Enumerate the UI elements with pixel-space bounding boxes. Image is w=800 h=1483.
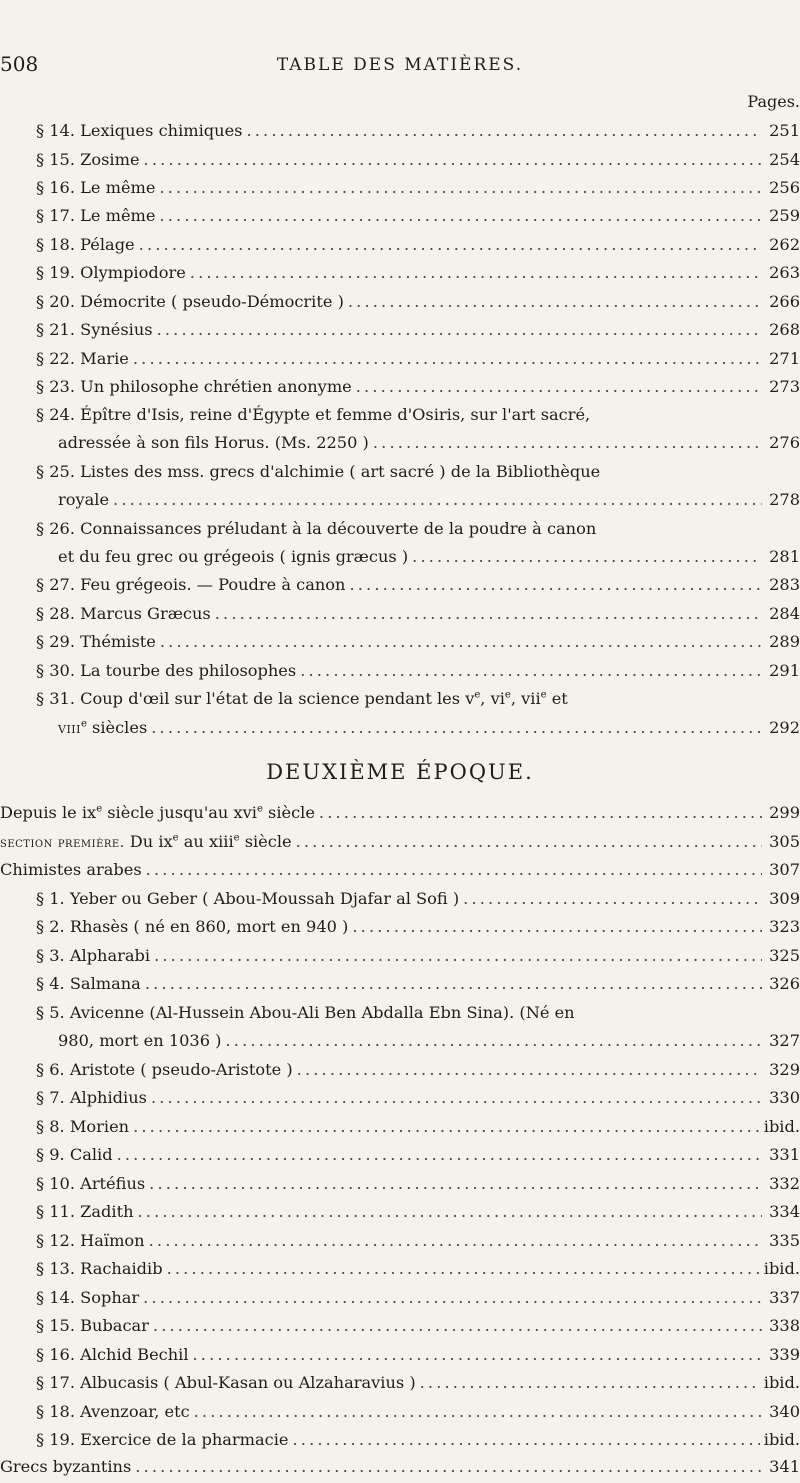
toc-entry	[36, 1088, 800, 1107]
leader-dots	[356, 377, 762, 396]
toc-entry-title: § 5. Avicenne (Al-Hussein Abou-Ali Ben Abdalla Ebn Sina). (Né en	[36, 1003, 575, 1022]
leader-dots	[153, 1316, 762, 1335]
toc-entry-title: § 17. Le même	[36, 206, 156, 225]
toc-entry-page: 309	[769, 889, 800, 908]
toc-entry-page: 323	[769, 917, 800, 936]
toc-entry	[36, 946, 800, 965]
toc-entry	[0, 803, 800, 822]
toc-entry	[36, 320, 800, 339]
toc-entry-page: ibid.	[763, 1430, 800, 1449]
toc-entry-title: § 3. Alpharabi	[36, 946, 151, 965]
toc-entry-page: 329	[769, 1060, 800, 1079]
toc-text-fragment: § 31. Coup d'œil sur l'état de la science pendant les v	[36, 689, 475, 708]
toc-entry	[36, 604, 800, 623]
toc-entry	[36, 121, 800, 140]
toc-entry-title: § 4. Salmana	[36, 974, 141, 993]
toc-entry	[0, 1457, 800, 1476]
toc-text-fragment: Depuis le ix	[0, 803, 97, 822]
toc-text-fragment: , vi	[480, 689, 505, 708]
toc-entry-page: 338	[769, 1316, 800, 1335]
toc-entry-title: § 19. Exercice de la pharmacie	[36, 1430, 289, 1449]
leader-dots	[319, 803, 762, 822]
toc-entry-page: 254	[769, 150, 800, 169]
toc-entry	[36, 974, 800, 993]
toc-entry-page: 326	[769, 974, 800, 993]
superscript: e	[233, 832, 240, 844]
toc-entry-page: 340	[769, 1402, 800, 1421]
toc-entry-page: 251	[769, 121, 800, 140]
toc-entry-title	[0, 803, 315, 822]
toc-entry-title-cont: royale	[58, 490, 110, 509]
toc-entry-page: 299	[769, 803, 800, 822]
toc-entry	[36, 178, 800, 197]
toc-entry-title: § 14. Sophar	[36, 1288, 140, 1307]
leader-dots	[300, 661, 762, 680]
toc-entry	[36, 263, 800, 282]
toc-entry	[36, 1345, 800, 1364]
toc-text-fragment: siècle	[262, 803, 315, 822]
toc-entry-title: § 16. Alchid Bechil	[36, 1345, 189, 1364]
leader-dots	[138, 1202, 763, 1221]
toc-entry-title: § 28. Marcus Græcus	[36, 604, 211, 623]
leader-dots	[151, 1088, 762, 1107]
leader-dots	[157, 320, 762, 339]
toc-entry	[58, 490, 800, 509]
leader-dots	[117, 1145, 762, 1164]
leader-dots	[139, 235, 762, 254]
toc-entry	[58, 547, 800, 566]
toc-text-fragment: siècles	[86, 718, 148, 737]
leader-dots	[144, 150, 762, 169]
superscript: e	[540, 689, 547, 701]
toc-entry	[36, 235, 800, 254]
page-number: 508	[0, 52, 39, 76]
toc-entry-page: 339	[769, 1345, 800, 1364]
toc-entry-title	[0, 832, 292, 851]
toc-entry-title: § 14. Lexiques chimiques	[36, 121, 243, 140]
toc-entry-page: 283	[769, 575, 800, 594]
toc-entry-title: § 16. Le même	[36, 178, 156, 197]
toc-entry	[36, 377, 800, 396]
leader-dots	[463, 889, 762, 908]
toc-entry	[36, 917, 800, 936]
toc-entry-title-cont: et du feu grec ou grégeois ( ignis græcus )	[58, 547, 409, 566]
toc-entry-page: 263	[769, 263, 800, 282]
superscript: e	[96, 803, 103, 815]
leader-dots	[133, 1117, 760, 1136]
toc-entry-page: ibid.	[763, 1373, 800, 1392]
toc-text-fragment: au xiii	[178, 832, 234, 851]
toc-entry-page: ibid.	[763, 1259, 800, 1278]
section-label: section première.	[0, 835, 125, 851]
toc-entry-title: § 26. Connaissances préludant à la découverte de la poudre à canon	[36, 519, 597, 538]
leader-dots	[151, 718, 762, 737]
leader-dots	[293, 1430, 760, 1449]
toc-entry-title: § 22. Marie	[36, 349, 129, 368]
toc-entry	[36, 206, 800, 225]
leader-dots	[373, 433, 762, 452]
leader-dots	[160, 632, 762, 651]
toc-entry-page: 330	[769, 1088, 800, 1107]
pages-column-header: Pages.	[747, 92, 800, 111]
toc-entry	[36, 1231, 800, 1250]
toc-entry	[36, 632, 800, 651]
toc-entry-title: § 10. Artéfius	[36, 1174, 146, 1193]
toc-entry	[36, 575, 800, 594]
toc-text-fragment: Du ix	[124, 832, 173, 851]
superscript: e	[80, 718, 87, 730]
toc-entry	[36, 1117, 800, 1136]
toc-entry-page: 276	[769, 433, 800, 452]
toc-entry-title: § 15. Zosime	[36, 150, 140, 169]
leader-dots	[159, 206, 762, 225]
toc-entry	[36, 1373, 800, 1392]
toc-entry	[36, 1145, 800, 1164]
leader-dots	[167, 1259, 760, 1278]
leader-dots	[143, 1288, 762, 1307]
toc-entry-title: Grecs byzantins	[0, 1457, 132, 1476]
leader-dots	[297, 1060, 762, 1079]
toc-entry-page: 289	[769, 632, 800, 651]
toc-text-fragment: viii	[58, 718, 81, 737]
toc-entry-title-cont	[58, 718, 147, 737]
toc-entry-page: 327	[769, 1031, 800, 1050]
leader-dots	[159, 178, 762, 197]
superscript: e	[172, 832, 179, 844]
leader-dots	[215, 604, 762, 623]
toc-entry-title: § 23. Un philosophe chrétien anonyme	[36, 377, 352, 396]
toc-entry	[58, 718, 800, 737]
toc-entry	[36, 349, 800, 368]
toc-entry	[36, 1288, 800, 1307]
toc-entry-title-cont: adressée à son fils Horus. (Ms. 2250 )	[58, 433, 369, 452]
leader-dots	[190, 263, 762, 282]
toc-text-fragment: et	[546, 689, 568, 708]
toc-text-fragment: , vii	[510, 689, 541, 708]
toc-entry-page: 305	[769, 832, 800, 851]
toc-entry	[36, 1259, 800, 1278]
leader-dots	[113, 490, 762, 509]
superscript: e	[504, 689, 511, 701]
toc-entry	[36, 1402, 800, 1421]
leader-dots	[420, 1373, 760, 1392]
toc-entry-title: § 1. Yeber ou Geber ( Abou-Moussah Djafar al Sofi )	[36, 889, 460, 908]
toc-entry-title: § 6. Aristote ( pseudo-Aristote )	[36, 1060, 293, 1079]
toc-entry-page: 307	[769, 860, 800, 879]
toc-text-fragment: siècle	[239, 832, 292, 851]
toc-entry-title: § 8. Morien	[36, 1117, 130, 1136]
toc-entry	[36, 889, 800, 908]
toc-entry	[58, 433, 800, 452]
toc-entry-page: 332	[769, 1174, 800, 1193]
toc-entry-title: § 13. Rachaidib	[36, 1259, 163, 1278]
toc-entry-page: 256	[769, 178, 800, 197]
toc-entry-page: 284	[769, 604, 800, 623]
toc-entry-title: § 9. Calid	[36, 1145, 113, 1164]
toc-entry	[36, 661, 800, 680]
toc-entry-title: § 24. Épître d'Isis, reine d'Égypte et femme d'Osiris, sur l'art sacré,	[36, 405, 591, 424]
epoch-heading: DEUXIÈME ÉPOQUE.	[266, 760, 534, 784]
toc-entry	[36, 1316, 800, 1335]
leader-dots	[412, 547, 762, 566]
leader-dots	[149, 1174, 762, 1193]
toc-entry-title: § 2. Rhasès ( né en 860, mort en 940 )	[36, 917, 349, 936]
toc-entry-page: 262	[769, 235, 800, 254]
toc-entry	[36, 1174, 800, 1193]
toc-entry-title: § 18. Avenzoar, etc	[36, 1402, 190, 1421]
toc-entry-title: § 17. Albucasis ( Abul-Kasan ou Alzaharavius )	[36, 1373, 416, 1392]
leader-dots	[149, 1231, 762, 1250]
leader-dots	[349, 575, 762, 594]
toc-entry-page: ibid.	[763, 1117, 800, 1136]
toc-entry-page: 341	[769, 1457, 800, 1476]
toc-entry-title: § 27. Feu grégeois. — Poudre à canon	[36, 575, 346, 594]
leader-dots	[193, 1345, 763, 1364]
running-title: TABLE DES MATIÈRES.	[276, 55, 524, 75]
toc-entry	[36, 1430, 800, 1449]
toc-entry	[58, 1031, 800, 1050]
toc-entry	[0, 832, 800, 851]
leader-dots	[135, 1457, 762, 1476]
toc-entry	[36, 1060, 800, 1079]
leader-dots	[194, 1402, 762, 1421]
leader-dots	[352, 917, 762, 936]
toc-entry-page: 268	[769, 320, 800, 339]
leader-dots	[348, 292, 762, 311]
toc-entry-page: 337	[769, 1288, 800, 1307]
leader-dots	[145, 974, 762, 993]
toc-entry-title: § 19. Olympiodore	[36, 263, 186, 282]
superscript: e	[256, 803, 263, 815]
leader-dots	[246, 121, 762, 140]
toc-entry-page: 273	[769, 377, 800, 396]
toc-entry-page: 281	[769, 547, 800, 566]
toc-entry-page: 266	[769, 292, 800, 311]
toc-text-fragment: siècle jusqu'au xvi	[102, 803, 257, 822]
superscript: e	[474, 689, 481, 701]
toc-entry-page: 335	[769, 1231, 800, 1250]
toc-entry-title: Chimistes arabes	[0, 860, 142, 879]
toc-entry-title: § 12. Haïmon	[36, 1231, 145, 1250]
leader-dots	[154, 946, 762, 965]
toc-entry-title: § 29. Thémiste	[36, 632, 156, 651]
toc-entry-page: 325	[769, 946, 800, 965]
leader-dots	[133, 349, 762, 368]
leader-dots	[296, 832, 762, 851]
toc-entry-page: 259	[769, 206, 800, 225]
toc-entry-title: § 21. Synésius	[36, 320, 153, 339]
toc-entry-page: 292	[769, 718, 800, 737]
toc-entry-title: § 30. La tourbe des philosophes	[36, 661, 297, 680]
toc-entry	[36, 150, 800, 169]
toc-entry-page: 271	[769, 349, 800, 368]
toc-entry-page: 331	[769, 1145, 800, 1164]
toc-entry-title-cont: 980, mort en 1036 )	[58, 1031, 222, 1050]
leader-dots	[146, 860, 762, 879]
toc-entry	[0, 860, 800, 879]
toc-entry-title: § 7. Alphidius	[36, 1088, 147, 1107]
toc-entry-title: § 11. Zadith	[36, 1202, 134, 1221]
toc-entry-title: § 20. Démocrite ( pseudo-Démocrite )	[36, 292, 344, 311]
toc-entry-title: § 15. Bubacar	[36, 1316, 149, 1335]
toc-entry-title: § 18. Pélage	[36, 235, 135, 254]
toc-entry	[36, 1202, 800, 1221]
toc-entry-title	[36, 689, 568, 708]
toc-entry-page: 334	[769, 1202, 800, 1221]
toc-entry	[36, 292, 800, 311]
toc-entry-page: 291	[769, 661, 800, 680]
toc-entry-page: 278	[769, 490, 800, 509]
toc-entry-title: § 25. Listes des mss. grecs d'alchimie ( art sacré ) de la Bibliothèque	[36, 462, 601, 481]
leader-dots	[225, 1031, 762, 1050]
